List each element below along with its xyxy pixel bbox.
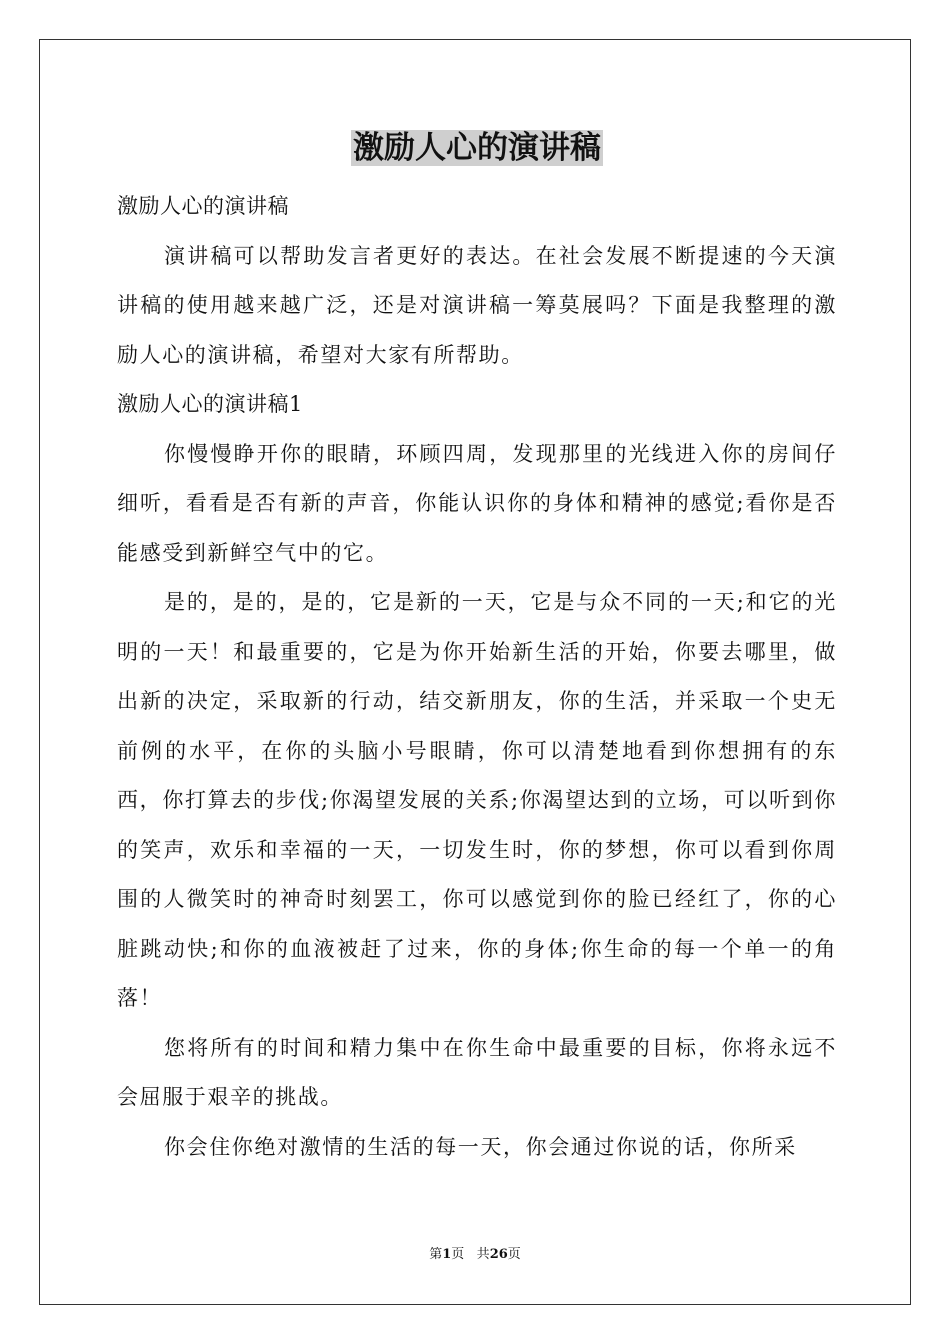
footer-total-prefix: 共 [476,1247,490,1262]
document-title [117,122,837,174]
page-footer [0,1243,950,1262]
document-title-text: 激励人心的演讲稿 [353,130,601,166]
paragraph-intro: 演讲稿可以帮助发言者更好的表达。在社会发展不断提速的今天演讲稿的使用越来越广泛，还是对演讲稿一筹莫展吗？下面是我整理的激励人心的演讲稿，希望对大家有所帮助。 [117,243,837,367]
document-body [117,122,837,1172]
footer-page-number: 1 [442,1247,452,1262]
footer-prefix: 第 [429,1247,443,1262]
paragraph-body-4: 你会住你绝对激情的生活的每一天，你会通过你说的话，你所采 [164,1134,797,1159]
footer-total-pages: 26 [489,1247,508,1262]
paragraph-body-3: 您将所有的时间和精力集中在你生命中最重要的目标，你将永远不会屈服于艰辛的挑战。 [117,1035,837,1109]
paragraph-body-1: 你慢慢睁开你的眼睛，环顾四周，发现那里的光线进入你的房间仔细听，看看是否有新的声音，你能认识你的身体和精神的感觉;看你是否能感受到新鲜空气中的它。 [117,441,837,565]
paragraph-body-2: 是的，是的，是的，它是新的一天，它是与众不同的一天;和它的光明的一天！和最重要的，它是为你开始新生活的开始，你要去哪里，做出新的决定，采取新的行动，结交新朋友，你的生活，并采取一个史无前例的水平，在你的头脑小号眼睛，你可以清楚地看到你想拥有的东西，你打算去的步伐;你渴望发展的关系;你渴望达到的立场，可以听到你的笑声，欢乐和幸福的一天，一切发生时，你的梦想，你可以看到你周围的人微笑时的神奇时刻罢工，你可以感觉到你的脸已经红了，你的心脏跳动快;和你的血液被赶了过来，你的身体;你生命的每一个单一的角落！ [117,590,837,1010]
footer-page-suffix: 页 [451,1247,465,1262]
footer-total-suffix: 页 [507,1247,521,1262]
paragraph-intro-heading: 激励人心的演讲稿 [117,194,289,218]
paragraph-section-heading-1: 激励人心的演讲稿1 [117,392,303,416]
